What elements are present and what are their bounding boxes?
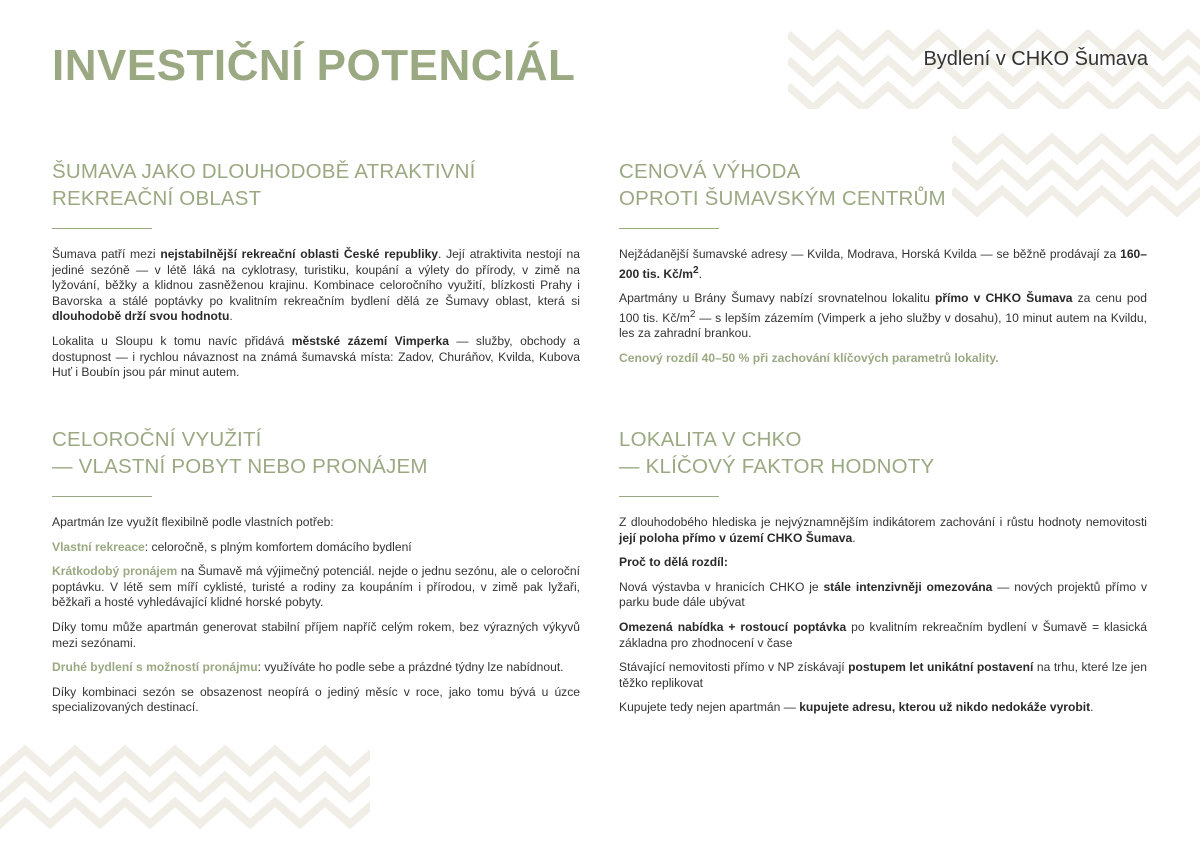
text-run: po kvalitním rekreačním bydlení v Šumavě = klasická základna pro zhodnocení v čase [619, 619, 1147, 650]
text-run: Stávající nemovitosti přímo v NP získávají [619, 660, 849, 675]
text-run: Šumava patří mezi [52, 247, 161, 261]
section-heading [52, 426, 580, 480]
section-heading [52, 158, 580, 212]
accent-label: Krátkodobý pronájem [52, 564, 178, 579]
paragraph [619, 660, 1147, 691]
text-run: Nová výstavba v hranicích CHKO je [619, 579, 824, 594]
bold-text: kupujete adresu, kterou už nikdo nedokáže vyrobit [799, 700, 1091, 715]
bold-text: dlouhodobě drží svou hodnotu [52, 309, 230, 324]
highlight-paragraph: Cenový rozdíl 40–50 % při zachování klíčových parametrů lokality. [619, 351, 999, 366]
accent-label: Druhé bydlení s možností pronájmu [52, 660, 258, 675]
heading-line: — KLÍČOVÝ FAKTOR HODNOTY [619, 455, 935, 478]
text-run: na Šumavě má výjimečný potenciál. nejde o jednu sezónu, ale o celoroční poptávku. V létě sem míří cyklisté, turisté a rodiny za koupáním i přírodou, v zimě pak lyžaři, běžkaři a hosté vyhledávající klidné horské pobyty. [52, 564, 581, 610]
page-title: INVESTIČNÍ POTENCIÁL [52, 41, 576, 90]
bold-text: Proč to dělá rozdíl: [619, 555, 728, 570]
heading-divider [52, 496, 152, 497]
heading-line: REKREAČNÍ OBLAST [52, 187, 262, 210]
text-run: . Její atraktivita nestojí na jediné sezóně — v létě láká na cyklotrasy, turistiku, koupání a výlety do přírody, v zimě na lyžování, běžky a klidnou zasněženou krajinu. Kombinace celoročního využití, blízkosti Prahy i Bavorska a stálé poptávky po kvalitním rekreačním bydlení dělá ze Šumavy oblast, která si [52, 247, 580, 308]
text-run: . [852, 530, 856, 545]
page-subtitle: Bydlení v CHKO Šumava [923, 48, 1148, 70]
paragraph [619, 580, 1147, 611]
heading-line: OPROTI ŠUMAVSKÝM CENTRŮM [619, 187, 946, 210]
text-run: Kupujete tedy nejen apartmán — [619, 700, 800, 715]
paragraph [619, 291, 1147, 342]
bold-text: městské zázemí Vimperka [291, 333, 449, 348]
section-heading [619, 426, 1147, 480]
text-run: Nejžádanější šumavské adresy — Kvilda, Modrava, Horská Kvilda — se běžně prodávají za [619, 247, 1121, 261]
heading-divider [619, 228, 719, 229]
heading-line: LOKALITA V CHKO [619, 428, 802, 451]
section-celorocni-vyuziti [52, 426, 580, 725]
text-run: — s lepším zázemím (Vimperk a jeho služby v dosahu), 10 minut autem na Kvildu, les za zahradní brankou. [619, 310, 1147, 341]
section-sumava [52, 158, 580, 390]
paragraph [52, 334, 580, 381]
section-cenova-vyhoda [619, 158, 1147, 376]
text-run: . [698, 266, 702, 281]
text-run: za cenu pod 100 tis. Kč/m [619, 291, 1147, 325]
paragraph: Díky kombinaci sezón se obsazenost neopírá o jediný měsíc v roce, jako tomu bývá u úzce specializovaných destinací. [52, 684, 580, 715]
paragraph [619, 620, 1147, 651]
heading-line: ŠUMAVA JAKO DLOUHODOBĚ ATRAKTIVNÍ [52, 160, 476, 183]
text-run: Apartmány u Brány Šumavy nabízí srovnatelnou lokalitu [619, 291, 935, 306]
heading-line: — VLASTNÍ POBYT NEBO PRONÁJEM [52, 455, 428, 478]
bold-text: její poloha přímo v území CHKO Šumava [619, 530, 853, 545]
paragraph [52, 540, 580, 556]
bold-text: stále intenzivněji omezována [823, 579, 993, 594]
chevron-pattern-bottom-left [0, 742, 370, 842]
paragraph [52, 564, 580, 611]
heading-divider [619, 496, 719, 497]
paragraph [619, 515, 1147, 546]
text-run: : využíváte ho podle sebe a prázdné týdny lze nabídnout. [257, 660, 564, 675]
heading-line: CELOROČNÍ VYUŽITÍ [52, 428, 262, 451]
paragraph [619, 247, 1147, 282]
text-run: na trhu, které lze jen těžko replikovat [619, 660, 1147, 690]
heading-divider [52, 228, 152, 229]
text-run: . [1090, 700, 1094, 715]
text-run: Z dlouhodobého hlediska je nejvýznamnějším indikátorem zachování i růstu hodnoty nemovitosti [619, 515, 1147, 529]
text-run: Lokalita u Sloupu k tomu navíc přidává [52, 333, 292, 348]
paragraph [619, 555, 1147, 571]
paragraph [619, 700, 1147, 716]
text-run: — služby, obchody a dostupnost — i rychlou návaznost na známá šumavská místa: Zadov, Churáňov, Kvilda, Kubova Huť i Boubín jsou pár minut autem. [52, 333, 580, 380]
text-run: 160–200 tis. Kč/m [619, 247, 1147, 281]
paragraph [52, 660, 580, 676]
text-run: — nových projektů přímo v parku bude dále ubývat [619, 579, 1147, 610]
bold-text: nejstabilnější rekreační oblasti České republiky [160, 247, 439, 261]
superscript: 2 [689, 308, 696, 320]
paragraph [52, 247, 580, 325]
text-run: : celoročně, s plným komfortem domácího bydlení [144, 539, 412, 554]
section-heading [619, 158, 1147, 212]
bold-text: přímo v CHKO Šumava [934, 291, 1073, 306]
bold-text: postupem let unikátní postavení [848, 660, 1034, 675]
paragraph: Díky tomu může apartmán generovat stabilní příjem napříč celým rokem, bez výrazných výkyvů mezi sezónami. [52, 619, 580, 650]
heading-line: CENOVÁ VÝHODA [619, 160, 801, 183]
accent-label: Vlastní rekreace [52, 539, 145, 554]
bold-text: Omezená nabídka + rostoucí poptávka [619, 619, 847, 634]
section-lokalita-chko [619, 426, 1147, 725]
superscript: 2 [692, 264, 699, 276]
paragraph: Apartmán lze využít flexibilně podle vlastních potřeb: [52, 515, 334, 529]
text-run: . [229, 309, 233, 324]
